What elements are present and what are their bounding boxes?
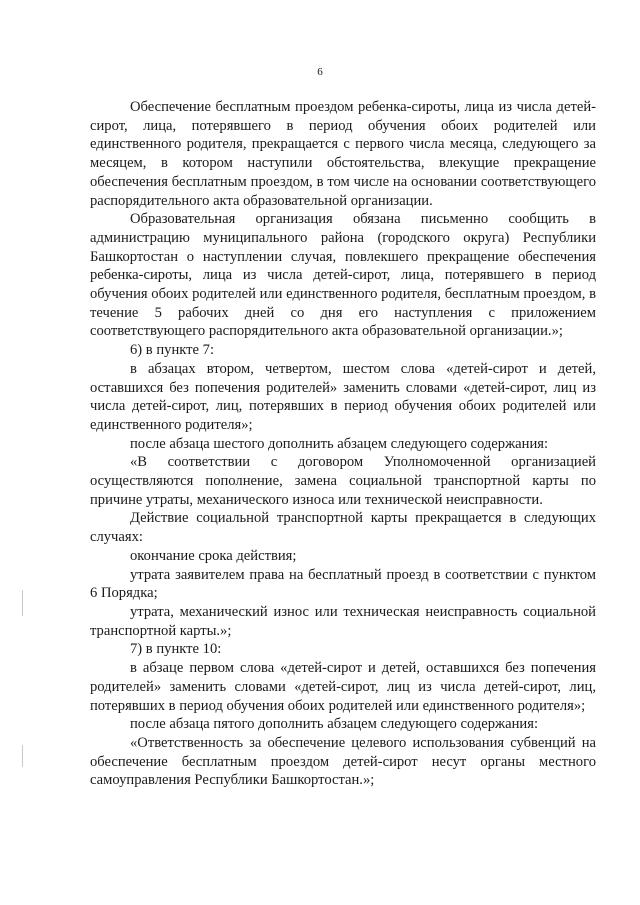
paragraph-item-7-heading: 7) в пункте 10: (130, 641, 222, 658)
paragraph-item-6-heading: 6) в пункте 7: (130, 342, 215, 359)
paragraph-case-loss-of-right: утрата заявителем права на бесплатный проезд в соответствии с пунктом 6 Порядка; (90, 566, 596, 602)
paragraph-termination-conditions: Обеспечение бесплатным проездом ребенка-сироты, лица из числа детей-сирот, лица, потерявшего в период обучения обоих родителей или единственного родителя, прекращается с первого числа месяца, следующего за месяцем, в котором наступили обстоятельства, влекущие прекращение обеспечения бесплатным проездом, в том числе на основании соответствующего распорядительного акта образовательной организации. (90, 99, 596, 209)
scan-mark (22, 745, 23, 767)
paragraph-item-7-addition-intro: после абзаца пятого дополнить абзацем следующего содержания: (130, 716, 538, 733)
paragraph-item-6-replacement: в абзацах втором, четвертом, шестом слова «детей-сирот и детей, оставшихся без попечения родителей» заменить словами «детей-сирот, лиц из числа детей-сирот, лиц, потерявших в период обучения обоих родителей или единственного родителя»; (90, 360, 596, 433)
paragraph-case-damage: утрата, механический износ или техническая неисправность социальной транспортной карты.»; (90, 603, 596, 639)
document-body (90, 98, 596, 790)
paragraph-card-replenishment: «В соответствии с договором Уполномоченной организацией осуществляются пополнение, замена социальной транспортной карты по причине утраты, механического износа или технической неисправности. (90, 454, 596, 508)
paragraph-case-expiry: окончание срока действия; (130, 547, 297, 564)
paragraph-notification-duty: Образовательная организация обязана письменно сообщить в администрацию муниципального района (городского округа) Республики Башкортостан о наступлении случая, повлекшего прекращение обеспечения ребенка-сироты, лица из числа детей-сирот, лица, потерявшего в период обучения обоих родителей или единственного родителя, бесплатным проездом, в течение 5 рабочих дней со дня его наступления с приложением соответствующего распорядительного акта образовательной организации.»; (90, 211, 596, 340)
scan-mark (22, 590, 23, 616)
paragraph-item-7-replacement: в абзаце первом слова «детей-сирот и детей, оставшихся без попечения родителей» заменить словами «детей-сирот, лиц из числа детей-сирот, лиц, потерявших в период обучения обоих родителей или единственного родителя»; (90, 660, 596, 714)
page-number: 6 (317, 66, 323, 78)
paragraph-responsibility: «Ответственность за обеспечение целевого использования субвенций на обеспечение бесплатным проездом детей-сирот несут органы местного самоуправления Республики Башкортостан.»; (90, 734, 596, 789)
paragraph-card-termination-cases: Действие социальной транспортной карты прекращается в следующих случаях: (90, 510, 596, 546)
paragraph-item-6-addition-intro: после абзаца шестого дополнить абзацем следующего содержания: (130, 435, 549, 452)
